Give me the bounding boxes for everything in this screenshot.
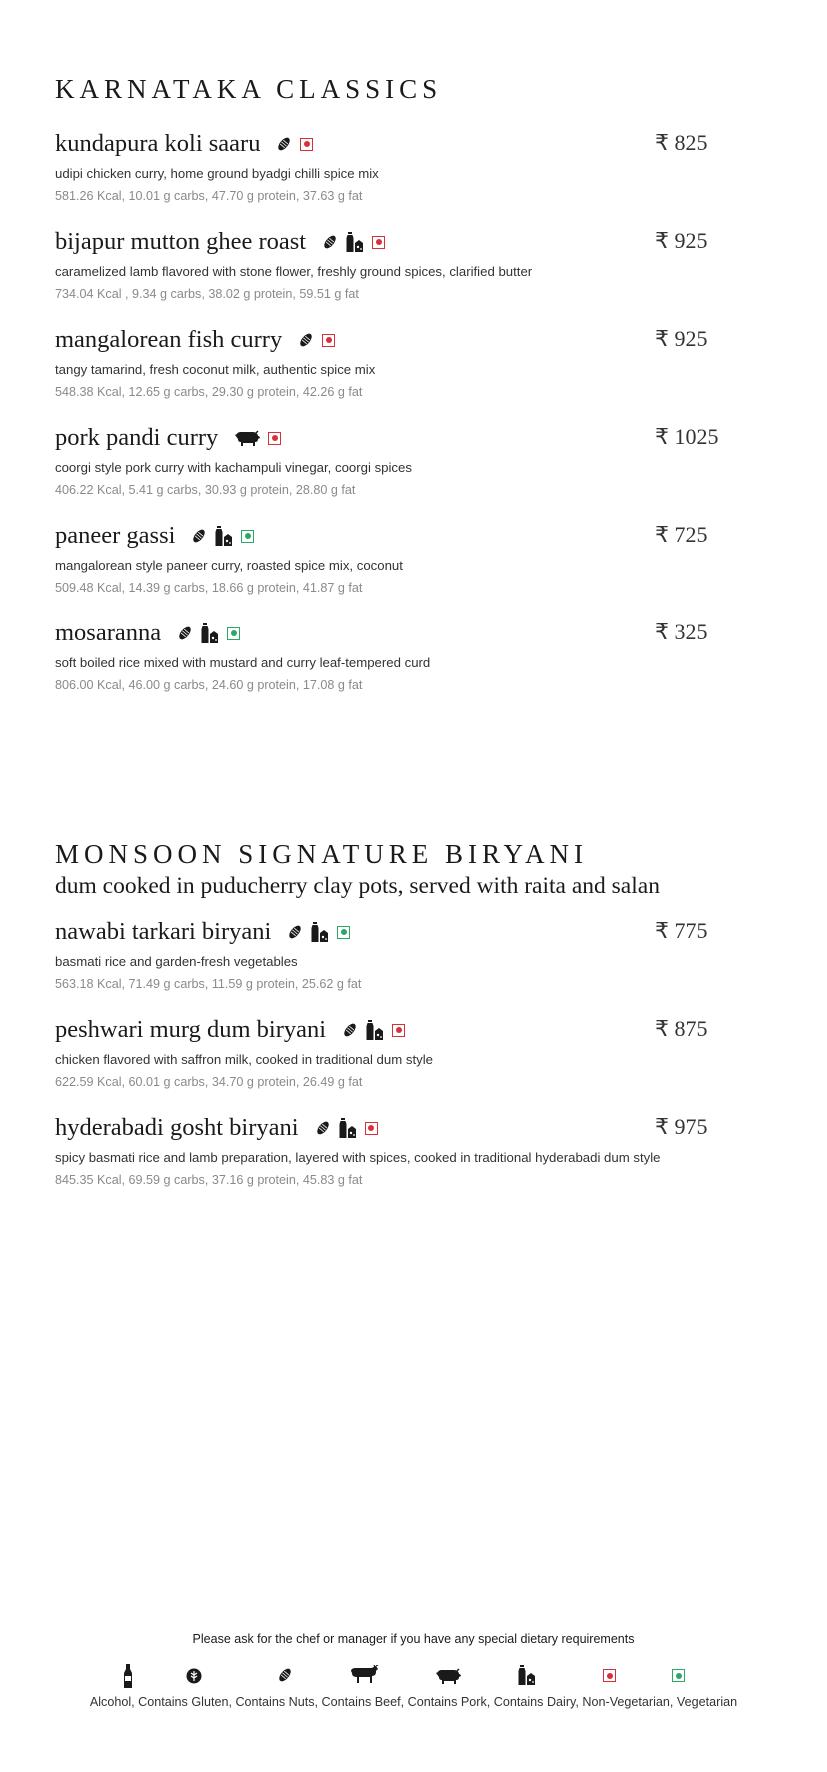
menu-item-description: chicken flavored with saffron milk, cooked in traditional dum style bbox=[55, 1052, 433, 1067]
menu-item-name: pork pandi curry bbox=[55, 424, 219, 451]
vegetarian-icon bbox=[241, 530, 254, 543]
dietary-icons bbox=[276, 136, 313, 152]
menu-item bbox=[55, 128, 715, 218]
menu-item bbox=[55, 422, 719, 512]
legend-icons bbox=[0, 1664, 827, 1690]
vegetarian-icon bbox=[672, 1669, 685, 1682]
menu-item-title-row bbox=[55, 1112, 378, 1144]
menu-item-price: ₹ 1025 bbox=[655, 424, 719, 449]
non-vegetarian-icon bbox=[372, 236, 385, 249]
menu-item-price: ₹ 325 bbox=[655, 619, 708, 644]
gluten-icon bbox=[186, 1668, 202, 1684]
menu-item-title-row bbox=[55, 520, 254, 552]
menu-item-nutrition: 509.48 Kcal, 14.39 g carbs, 18.66 g protein, 41.87 g fat bbox=[55, 581, 363, 595]
menu-item-title-row bbox=[55, 324, 335, 356]
menu-item-nutrition: 406.22 Kcal, 5.41 g carbs, 30.93 g protein, 28.80 g fat bbox=[55, 483, 356, 497]
menu-item-nutrition: 548.38 Kcal, 12.65 g carbs, 29.30 g protein, 42.26 g fat bbox=[55, 385, 363, 399]
non-vegetarian-icon bbox=[322, 334, 335, 347]
dietary-icons bbox=[287, 922, 350, 942]
vegetarian-icon bbox=[337, 926, 350, 939]
dairy-icon bbox=[346, 232, 364, 252]
dietary-icons bbox=[342, 1020, 405, 1040]
menu-item-name: mangalorean fish curry bbox=[55, 326, 283, 353]
menu-item-description: tangy tamarind, fresh coconut milk, authentic spice mix bbox=[55, 362, 376, 377]
dietary-icons bbox=[177, 623, 240, 643]
menu-item-title-row bbox=[55, 226, 385, 258]
menu-item-description: mangalorean style paneer curry, roasted spice mix, coconut bbox=[55, 558, 403, 573]
nuts-icon bbox=[277, 1667, 293, 1683]
menu-item-title-row bbox=[55, 617, 240, 649]
dietary-icons bbox=[191, 526, 254, 546]
menu-item-name: kundapura koli saaru bbox=[55, 130, 261, 157]
menu-item-name: bijapur mutton ghee roast bbox=[55, 228, 307, 255]
menu-item-title-row bbox=[55, 128, 313, 160]
dietary-icons bbox=[315, 1118, 378, 1138]
menu-item-description: basmati rice and garden-fresh vegetables bbox=[55, 954, 298, 969]
menu-item-price: ₹ 925 bbox=[655, 326, 708, 351]
menu-item-price: ₹ 875 bbox=[655, 1016, 708, 1041]
menu-item-name: nawabi tarkari biryani bbox=[55, 918, 272, 945]
non-vegetarian-icon bbox=[392, 1024, 405, 1037]
menu-item-price: ₹ 925 bbox=[655, 228, 708, 253]
menu-item bbox=[55, 1014, 715, 1104]
dairy-icon bbox=[339, 1118, 357, 1138]
dietary-icons bbox=[234, 430, 281, 446]
nuts-icon bbox=[342, 1022, 358, 1038]
menu-item bbox=[55, 324, 715, 414]
dairy-icon bbox=[215, 526, 233, 546]
dairy-icon bbox=[366, 1020, 384, 1040]
dairy-icon bbox=[518, 1665, 536, 1685]
non-vegetarian-icon bbox=[300, 138, 313, 151]
menu-item-price: ₹ 825 bbox=[655, 130, 708, 155]
menu-item bbox=[55, 226, 715, 316]
section-title-karnataka: KARNATAKA CLASSICS bbox=[55, 74, 443, 104]
menu-item-nutrition: 734.04 Kcal , 9.34 g carbs, 38.02 g protein, 59.51 g fat bbox=[55, 287, 359, 301]
menu-item-description: caramelized lamb flavored with stone flower, freshly ground spices, clarified butter bbox=[55, 264, 533, 279]
menu-item-name: paneer gassi bbox=[55, 522, 176, 549]
menu-item-nutrition: 563.18 Kcal, 71.49 g carbs, 11.59 g protein, 25.62 g fat bbox=[55, 977, 362, 991]
menu-item-name: hyderabadi gosht biryani bbox=[55, 1114, 299, 1141]
nuts-icon bbox=[298, 332, 314, 348]
dairy-icon bbox=[201, 623, 219, 643]
section-subtitle-biryani: dum cooked in puducherry clay pots, served with raita and salan bbox=[55, 873, 660, 899]
vegetarian-icon bbox=[227, 627, 240, 640]
menu-item-title-row bbox=[55, 916, 350, 948]
menu-item-description: spicy basmati rice and lamb preparation, layered with spices, cooked in traditional hyderabadi dum style bbox=[55, 1150, 661, 1165]
pork-icon bbox=[234, 430, 260, 446]
menu-item-description: coorgi style pork curry with kachampuli vinegar, coorgi spices bbox=[55, 460, 412, 475]
menu-item-name: mosaranna bbox=[55, 619, 162, 646]
menu-item-nutrition: 845.35 Kcal, 69.59 g carbs, 37.16 g protein, 45.83 g fat bbox=[55, 1173, 363, 1187]
menu-item-title-row bbox=[55, 1014, 405, 1046]
menu-item bbox=[55, 617, 715, 707]
alcohol-icon bbox=[122, 1664, 134, 1688]
nuts-icon bbox=[276, 136, 292, 152]
beef-icon bbox=[349, 1665, 379, 1685]
nuts-icon bbox=[177, 625, 193, 641]
nuts-icon bbox=[315, 1120, 331, 1136]
menu-item-price: ₹ 775 bbox=[655, 918, 708, 943]
non-vegetarian-icon bbox=[603, 1669, 616, 1682]
menu-item bbox=[55, 1112, 715, 1202]
nuts-icon bbox=[322, 234, 338, 250]
nuts-icon bbox=[287, 924, 303, 940]
dietary-icons bbox=[298, 332, 335, 348]
menu-item-nutrition: 806.00 Kcal, 46.00 g carbs, 24.60 g protein, 17.08 g fat bbox=[55, 678, 363, 692]
menu-item-price: ₹ 725 bbox=[655, 522, 708, 547]
dietary-icons bbox=[322, 232, 385, 252]
dietary-note: Please ask for the chef or manager if you have any special dietary requirements bbox=[192, 1632, 635, 1646]
menu-item-description: soft boiled rice mixed with mustard and curry leaf-tempered curd bbox=[55, 655, 431, 670]
menu-item-name: peshwari murg dum biryani bbox=[55, 1016, 327, 1043]
menu-item-price: ₹ 975 bbox=[655, 1114, 708, 1139]
menu-item-nutrition: 622.59 Kcal, 60.01 g carbs, 34.70 g protein, 26.49 g fat bbox=[55, 1075, 363, 1089]
legend-text: Alcohol, Contains Gluten, Contains Nuts, Contains Beef, Contains Pork, Contains Dairy, Non-Vegetarian, Vegetarian bbox=[89, 1695, 738, 1709]
section-title-biryani: MONSOON SIGNATURE BIRYANI bbox=[55, 839, 589, 869]
menu-item-nutrition: 581.26 Kcal, 10.01 g carbs, 47.70 g protein, 37.63 g fat bbox=[55, 189, 363, 203]
menu-item bbox=[55, 916, 715, 1006]
menu-item-description: udipi chicken curry, home ground byadgi chilli spice mix bbox=[55, 166, 379, 181]
menu-item-title-row bbox=[55, 422, 281, 454]
nuts-icon bbox=[191, 528, 207, 544]
pork-icon bbox=[435, 1668, 461, 1684]
dairy-icon bbox=[311, 922, 329, 942]
non-vegetarian-icon bbox=[268, 432, 281, 445]
non-vegetarian-icon bbox=[365, 1122, 378, 1135]
menu-item bbox=[55, 520, 715, 610]
